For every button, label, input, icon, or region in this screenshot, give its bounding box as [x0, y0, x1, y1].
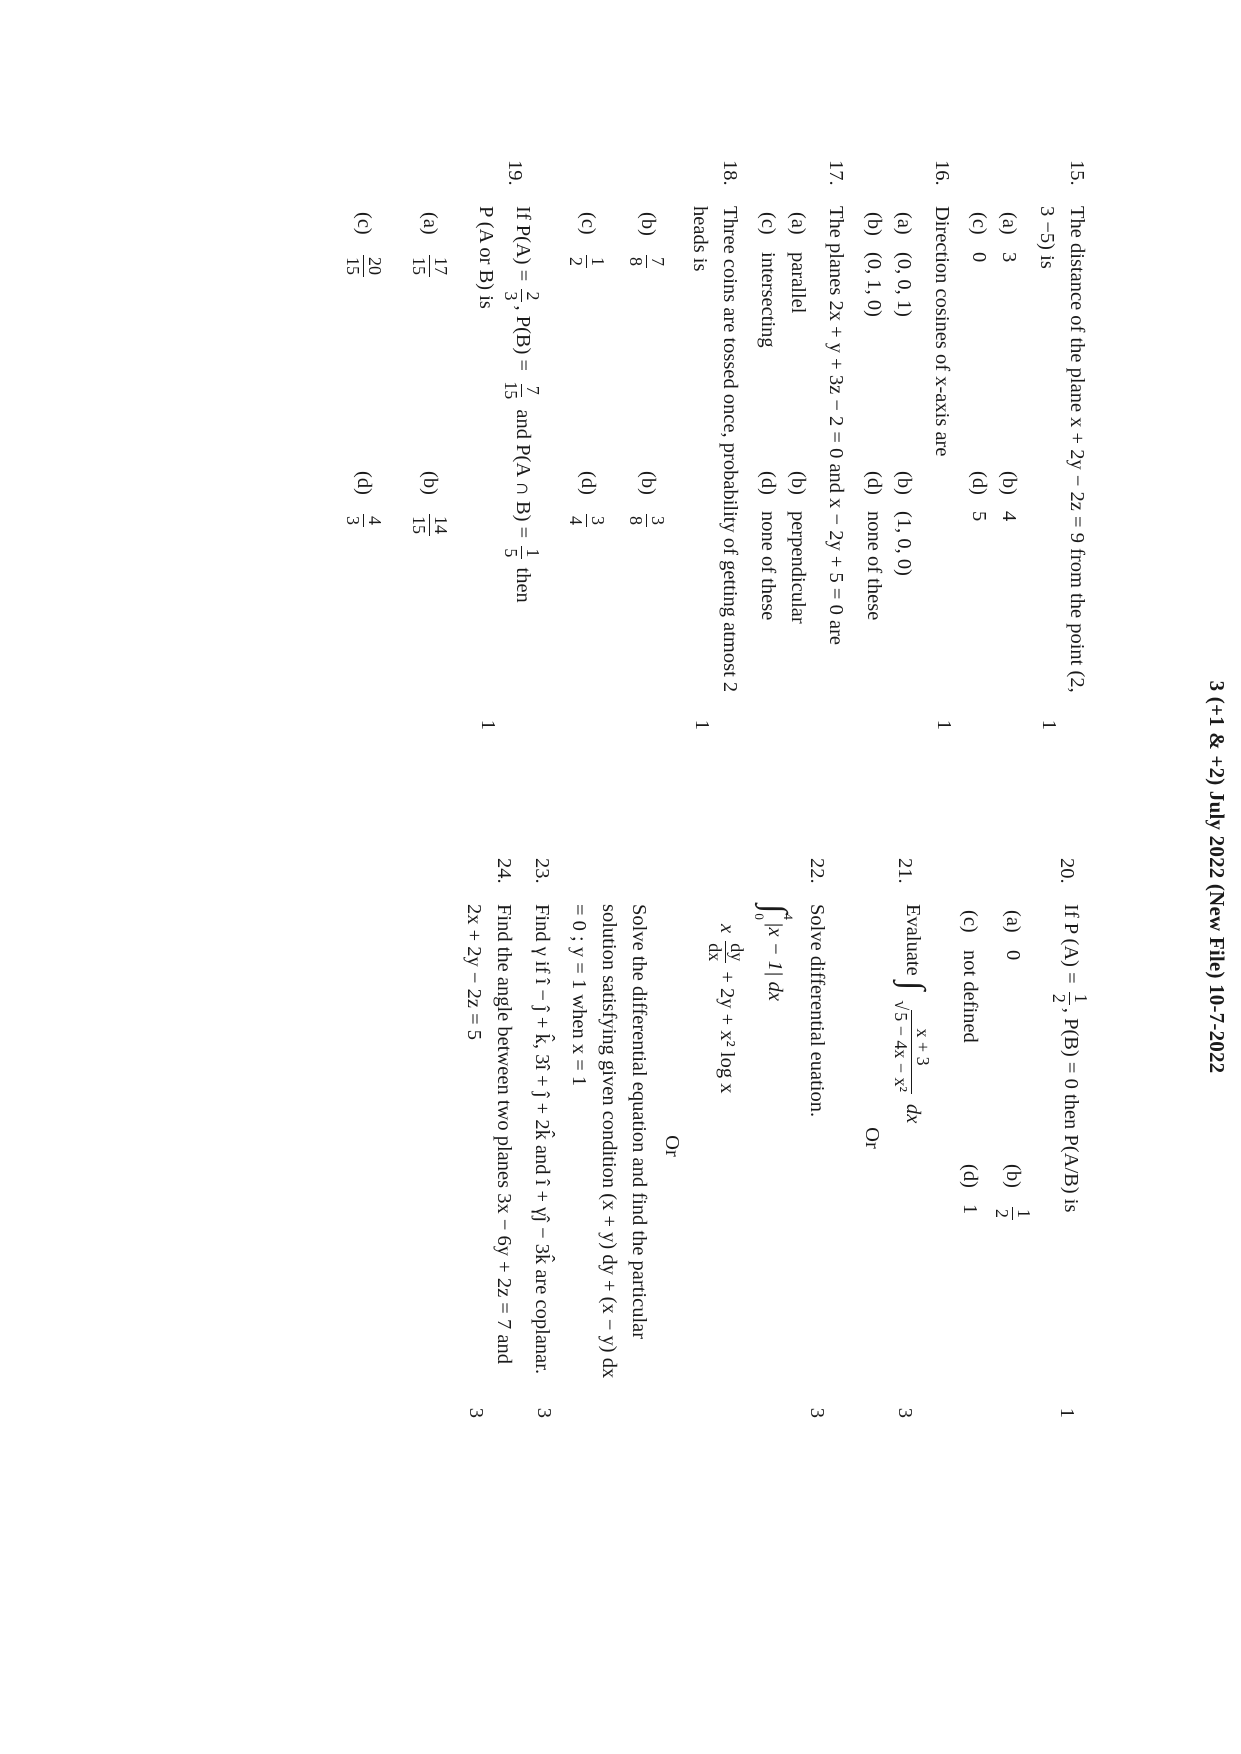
question-number: 17.	[824, 160, 847, 186]
option: (c) intersecting	[756, 212, 779, 348]
differential-equation: x dy dx + 2y + x² log x	[705, 924, 747, 1094]
or-separator: Or	[661, 1135, 684, 1157]
option: (b) 1 2	[992, 1164, 1034, 1218]
question-text: Direction cosines of x-axis are	[930, 206, 953, 457]
option: (c) 0	[968, 212, 991, 263]
options-17	[752, 212, 812, 730]
right-column	[450, 858, 1091, 1418]
question-marks: 1	[1038, 719, 1061, 730]
question-marks: 3	[893, 1407, 916, 1418]
question-number: 21.	[893, 858, 916, 884]
definite-integral: ∫ 4 0 |x − 1| dx	[751, 904, 796, 1002]
question-marks: 1	[1056, 1407, 1078, 1418]
question-number: 15.	[1066, 160, 1088, 186]
option: (b) (1, 0, 0)	[892, 471, 915, 576]
question-text: The planes 2x + y + 3z − 2 = 0 and x − 2y + 5 = 0 are	[824, 206, 847, 646]
option: (d) 4 3	[343, 471, 385, 525]
question-number: 23.	[530, 858, 553, 884]
option: (d) 3 4	[566, 471, 608, 525]
question-16	[926, 160, 956, 730]
option: (b) 4	[998, 471, 1021, 522]
question-21	[857, 858, 933, 1418]
question-15	[1032, 160, 1091, 730]
question-18	[685, 160, 744, 730]
option: (a) 0	[1002, 910, 1025, 961]
option: (d) none of these	[756, 471, 779, 621]
question-17	[820, 160, 850, 730]
question-text: Three coins are tossed once, probability of getting atmost 2 heads is	[689, 206, 742, 693]
question-number: 22.	[805, 858, 828, 884]
question-text: If P(A) = 2 3 , P(B) = 7 15 and P(A ∩ B) = 1 5 then P (A or B) is	[475, 206, 543, 603]
question-marks: 3	[532, 1407, 555, 1418]
option: (d) 1	[959, 1164, 982, 1215]
question-24	[458, 858, 517, 1418]
question-20	[1049, 858, 1091, 1418]
option: (c) not defined	[959, 910, 982, 1043]
page-header: 3 (+1 & +2) July 2022 (New File) 10-7-2022	[1205, 680, 1229, 1074]
options-18	[557, 212, 677, 730]
question-19	[471, 160, 543, 730]
question-text: Evaluate ∫ x + 3 √5 − 4x − x² dx	[890, 904, 933, 1124]
left-column	[331, 160, 1091, 730]
option: (b) 14 15	[409, 471, 451, 534]
question-number: 18.	[719, 160, 742, 186]
question-text: If P (A) = 1 2 , P(B) = 0 then P(A/B) is	[1049, 904, 1091, 1213]
question-marks: 1	[932, 719, 955, 730]
options-19	[331, 212, 463, 730]
option: (c) 1 2	[566, 212, 608, 266]
option: (a) parallel	[786, 212, 809, 314]
integral-sign: ∫	[893, 980, 931, 991]
option: (c) 20 15	[343, 212, 385, 275]
options-16	[858, 212, 918, 730]
option: (d) 5	[968, 471, 991, 522]
question-22	[564, 858, 831, 1418]
question-text: Solve differential euation. ∫ 4 0 |x − 1| dx x dy dx + 2y + x² log x Or Solve the differential equation and find the particular solution satisfying given condition (x + y) dy + (x − y) dx = 0 ; y = 1 when x = 1	[564, 904, 831, 1418]
option: (b) 3 8	[626, 471, 668, 525]
option: (a) 3	[998, 212, 1021, 263]
question-marks: 3	[805, 1407, 828, 1418]
question-23	[526, 858, 556, 1418]
option: (a) 17 15	[409, 212, 451, 275]
question-marks: 1	[477, 719, 500, 730]
option: (b) 7 8	[626, 212, 668, 266]
question-text: Find γ if î − ĵ + k̂, 3î + ĵ + 2k̂ and î + γĵ − 3k̂ are coplanar.	[530, 904, 553, 1375]
options-15	[964, 212, 1024, 730]
options-20	[955, 910, 1041, 1418]
option: (d) none of these	[862, 471, 885, 621]
question-text: Find the angle between two planes 3x − 6y + 2z = 7 and 2x + 2y − 2z = 5	[463, 904, 515, 1364]
option: (b) perpendicular	[786, 471, 809, 624]
or-separator: Or	[861, 1127, 884, 1149]
question-number: 16.	[930, 160, 953, 186]
question-marks: 3	[465, 1407, 488, 1418]
question-text: The distance of the plane x + 2y − 2z = 9 from the point (2, 3 −5) is	[1036, 206, 1088, 693]
option: (a) (0, 0, 1)	[892, 212, 915, 317]
question-number: 24.	[492, 858, 515, 884]
question-marks: 1	[691, 719, 714, 730]
option: (b) (0, 1, 0)	[862, 212, 885, 317]
question-number: 19.	[503, 160, 526, 186]
question-number: 20.	[1056, 858, 1078, 884]
